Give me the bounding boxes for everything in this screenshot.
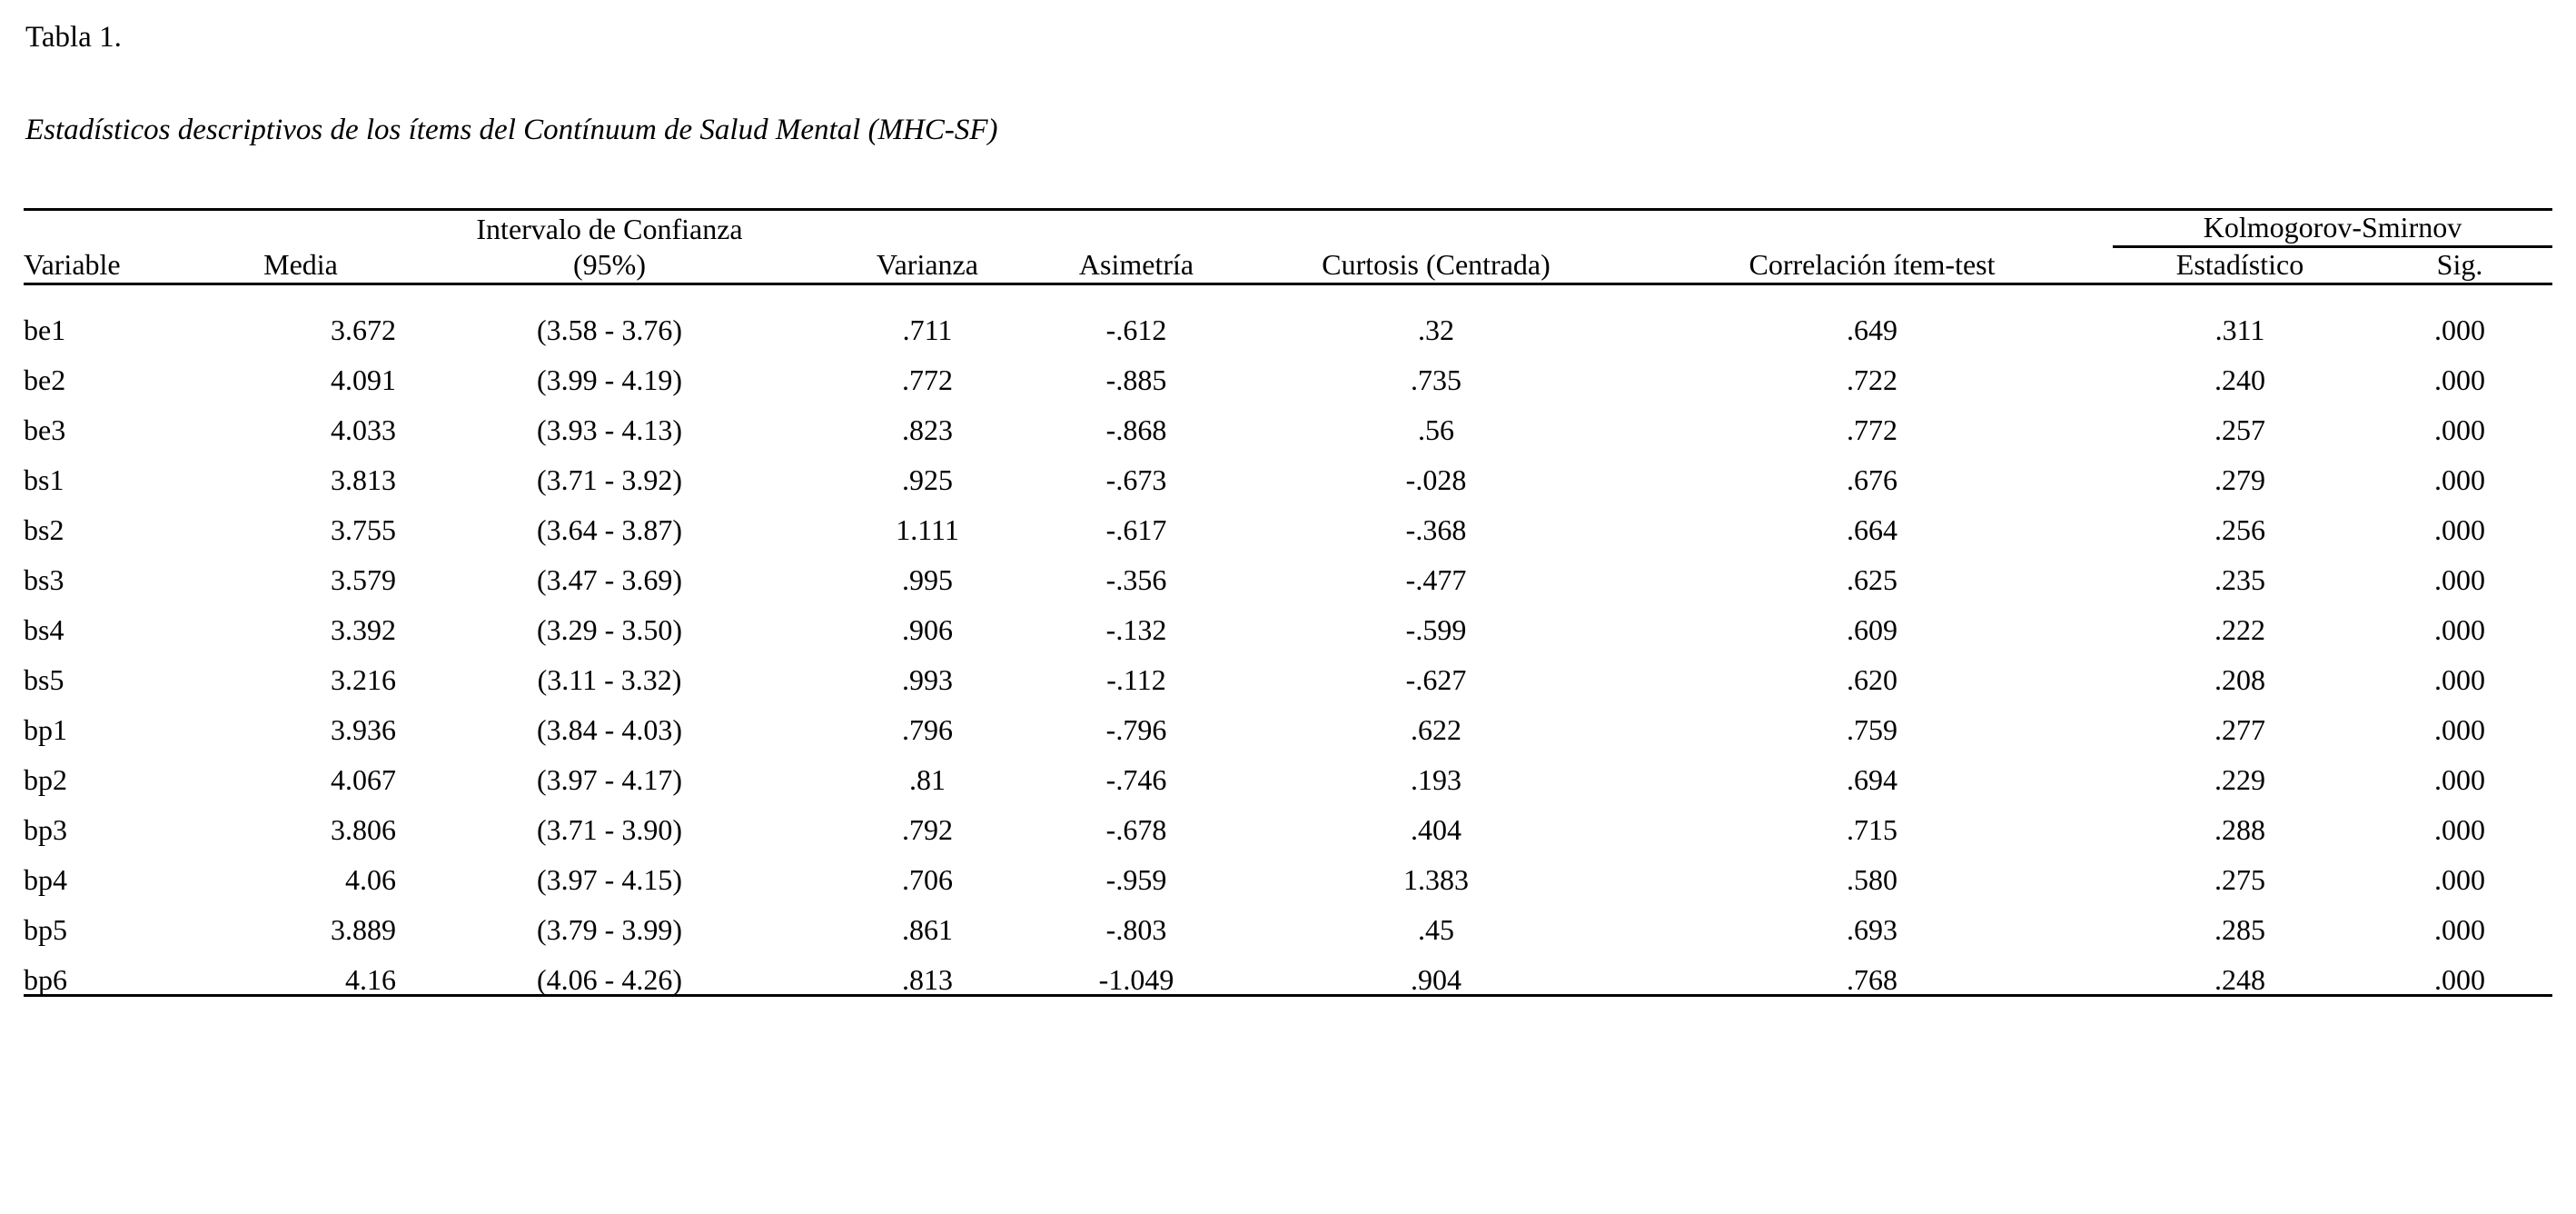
table-row bbox=[24, 394, 2552, 444]
cell-ks-sig: .000 bbox=[2434, 912, 2485, 946]
cell-confidence-interval: (3.11 - 3.32) bbox=[537, 662, 682, 696]
table-body bbox=[24, 284, 2552, 995]
table-header bbox=[24, 210, 2552, 284]
cell-correlacion: .759 bbox=[1847, 712, 1897, 746]
cell-confidence-interval: (3.58 - 3.76) bbox=[537, 313, 682, 346]
cell-varianza: .993 bbox=[902, 662, 953, 696]
cell-ks-sig: .000 bbox=[2434, 562, 2485, 596]
cell-ks-sig: .000 bbox=[2434, 313, 2485, 346]
cell-asimetria: -.132 bbox=[1105, 612, 1167, 646]
cell-ks-sig: .000 bbox=[2367, 944, 2552, 996]
cell-curtosis: .404 bbox=[1411, 812, 1461, 846]
cell-ks-estadistico: .277 bbox=[2214, 712, 2265, 746]
cell-correlacion: .722 bbox=[1847, 363, 1897, 396]
cell-varianza: .906 bbox=[902, 612, 953, 646]
cell-varianza: .711 bbox=[902, 313, 953, 346]
header-kolmogorov-smirnov-group: Kolmogorov-Smirnov bbox=[2113, 210, 2552, 247]
cell-variable: bp5 bbox=[24, 912, 67, 946]
cell-varianza: .792 bbox=[902, 812, 953, 846]
cell-ks-estadistico: .275 bbox=[2214, 862, 2265, 896]
cell-media: 4.091 bbox=[331, 363, 396, 396]
cell-confidence-interval: (3.84 - 4.03) bbox=[537, 712, 682, 746]
header-row-bottom bbox=[24, 246, 2552, 284]
cell-confidence-interval: (3.99 - 4.19) bbox=[537, 363, 682, 396]
cell-ks-estadistico: .240 bbox=[2214, 363, 2265, 396]
header-media: Media bbox=[205, 246, 396, 284]
cell-media: 3.806 bbox=[331, 812, 396, 846]
cell-confidence-interval: (3.97 - 4.17) bbox=[537, 762, 682, 796]
cell-varianza: .706 bbox=[902, 862, 953, 896]
cell-ks-sig: .000 bbox=[2434, 812, 2485, 846]
cell-asimetria: -.868 bbox=[1105, 413, 1167, 446]
cell-media: 4.16 bbox=[205, 944, 396, 996]
table-caption: Estadísticos descriptivos de los ítems del Contínuum de Salud Mental (MHC-SF) bbox=[25, 113, 998, 146]
table-row bbox=[24, 544, 2552, 594]
cell-varianza: .925 bbox=[902, 463, 953, 496]
cell-media: 3.579 bbox=[331, 562, 396, 596]
cell-variable: bp1 bbox=[24, 712, 67, 746]
header-row-top bbox=[24, 210, 2552, 247]
cell-varianza: .813 bbox=[823, 944, 1032, 996]
header-spacer-variable bbox=[24, 210, 205, 247]
cell-media: 3.755 bbox=[331, 512, 396, 546]
cell-confidence-interval: (4.06 - 4.26) bbox=[396, 944, 823, 996]
cell-asimetria: -.612 bbox=[1105, 313, 1167, 346]
statistics-table bbox=[24, 208, 2552, 997]
cell-ks-estadistico: .288 bbox=[2214, 812, 2265, 846]
header-asimetria: Asimetría bbox=[1032, 246, 1241, 284]
cell-correlacion: .625 bbox=[1847, 562, 1897, 596]
cell-ks-estadistico: .248 bbox=[2113, 944, 2367, 996]
cell-ks-estadistico: .257 bbox=[2214, 413, 2265, 446]
table-row bbox=[24, 644, 2552, 694]
statistics-table-container bbox=[24, 208, 2552, 997]
cell-correlacion: .580 bbox=[1847, 862, 1897, 896]
cell-media: 3.392 bbox=[331, 612, 396, 646]
cell-correlacion: .772 bbox=[1847, 413, 1897, 446]
cell-asimetria: -.617 bbox=[1105, 512, 1167, 546]
cell-variable: be1 bbox=[24, 313, 66, 346]
cell-correlacion: .609 bbox=[1847, 612, 1897, 646]
table-row bbox=[24, 794, 2552, 844]
header-ks-estadistico: Estadístico bbox=[2113, 246, 2367, 284]
cell-variable: bp6 bbox=[24, 944, 205, 996]
cell-curtosis: .56 bbox=[1418, 413, 1454, 446]
header-confidence-interval-line2: (95%) bbox=[396, 246, 823, 284]
table-row bbox=[24, 694, 2552, 744]
cell-curtosis: .622 bbox=[1411, 712, 1461, 746]
cell-variable: bs5 bbox=[24, 662, 64, 696]
cell-curtosis: 1.383 bbox=[1403, 862, 1469, 896]
cell-media: 4.067 bbox=[331, 762, 396, 796]
cell-media: 4.06 bbox=[345, 862, 396, 896]
header-spacer-asimetria bbox=[1032, 210, 1241, 247]
cell-correlacion: .693 bbox=[1847, 912, 1897, 946]
cell-ks-estadistico: .256 bbox=[2214, 512, 2265, 546]
table-row bbox=[24, 444, 2552, 494]
cell-variable: bp4 bbox=[24, 862, 67, 896]
cell-curtosis: .904 bbox=[1241, 944, 1631, 996]
cell-curtosis: -.368 bbox=[1405, 512, 1467, 546]
cell-media: 3.813 bbox=[331, 463, 396, 496]
cell-varianza: .823 bbox=[902, 413, 953, 446]
cell-asimetria: -.112 bbox=[1106, 662, 1166, 696]
cell-asimetria: -.746 bbox=[1105, 762, 1167, 796]
table-row bbox=[24, 844, 2552, 894]
cell-varianza: .772 bbox=[902, 363, 953, 396]
cell-ks-estadistico: .208 bbox=[2214, 662, 2265, 696]
cell-variable: bs4 bbox=[24, 612, 64, 646]
table-row bbox=[24, 744, 2552, 794]
cell-confidence-interval: (3.29 - 3.50) bbox=[537, 612, 682, 646]
table-row bbox=[24, 594, 2552, 644]
cell-asimetria: -.959 bbox=[1105, 862, 1167, 896]
cell-confidence-interval: (3.71 - 3.90) bbox=[537, 812, 682, 846]
cell-asimetria: -.803 bbox=[1105, 912, 1167, 946]
cell-ks-sig: .000 bbox=[2434, 762, 2485, 796]
cell-correlacion: .694 bbox=[1847, 762, 1897, 796]
cell-media: 3.672 bbox=[331, 313, 396, 346]
cell-curtosis: -.627 bbox=[1405, 662, 1467, 696]
cell-media: 4.033 bbox=[331, 413, 396, 446]
header-spacer-curtosis bbox=[1241, 210, 1631, 247]
cell-ks-sig: .000 bbox=[2434, 413, 2485, 446]
header-spacer-media bbox=[205, 210, 396, 247]
cell-ks-sig: .000 bbox=[2434, 862, 2485, 896]
header-variable: Variable bbox=[24, 246, 205, 284]
table-row bbox=[24, 944, 2552, 996]
header-curtosis: Curtosis (Centrada) bbox=[1241, 246, 1631, 284]
cell-ks-estadistico: .229 bbox=[2214, 762, 2265, 796]
cell-correlacion: .620 bbox=[1847, 662, 1897, 696]
cell-ks-estadistico: .222 bbox=[2214, 612, 2265, 646]
cell-media: 3.216 bbox=[331, 662, 396, 696]
header-ks-sig: Sig. bbox=[2367, 246, 2552, 284]
cell-ks-estadistico: .311 bbox=[2214, 313, 2265, 346]
cell-confidence-interval: (3.64 - 3.87) bbox=[537, 512, 682, 546]
header-spacer-varianza bbox=[823, 210, 1032, 247]
cell-varianza: .796 bbox=[902, 712, 953, 746]
cell-curtosis: -.477 bbox=[1405, 562, 1467, 596]
cell-correlacion: .768 bbox=[1631, 944, 2113, 996]
cell-variable: bs3 bbox=[24, 562, 64, 596]
cell-curtosis: .735 bbox=[1411, 363, 1461, 396]
cell-ks-estadistico: .279 bbox=[2214, 463, 2265, 496]
cell-asimetria: -.796 bbox=[1105, 712, 1167, 746]
cell-varianza: .861 bbox=[902, 912, 953, 946]
cell-curtosis: -.599 bbox=[1405, 612, 1467, 646]
cell-curtosis: .45 bbox=[1418, 912, 1454, 946]
cell-asimetria: -.673 bbox=[1105, 463, 1167, 496]
cell-confidence-interval: (3.79 - 3.99) bbox=[537, 912, 682, 946]
cell-ks-estadistico: .235 bbox=[2214, 562, 2265, 596]
cell-media: 3.936 bbox=[331, 712, 396, 746]
cell-varianza: .995 bbox=[902, 562, 953, 596]
cell-correlacion: .676 bbox=[1847, 463, 1897, 496]
cell-confidence-interval: (3.93 - 4.13) bbox=[537, 413, 682, 446]
cell-asimetria: -.885 bbox=[1105, 363, 1167, 396]
cell-asimetria: -1.049 bbox=[1032, 944, 1241, 996]
header-correlacion-item-test: Correlación ítem-test bbox=[1631, 246, 2113, 284]
cell-variable: be3 bbox=[24, 413, 66, 446]
cell-variable: bp3 bbox=[24, 812, 67, 846]
cell-correlacion: .649 bbox=[1847, 313, 1897, 346]
table-row bbox=[24, 894, 2552, 944]
cell-variable: bs1 bbox=[24, 463, 64, 496]
cell-curtosis: .32 bbox=[1418, 313, 1454, 346]
cell-correlacion: .664 bbox=[1847, 512, 1897, 546]
cell-media: 3.889 bbox=[331, 912, 396, 946]
cell-ks-sig: .000 bbox=[2434, 612, 2485, 646]
cell-variable: bp2 bbox=[24, 762, 67, 796]
cell-curtosis: -.028 bbox=[1405, 463, 1467, 496]
cell-correlacion: .715 bbox=[1847, 812, 1897, 846]
cell-ks-sig: .000 bbox=[2434, 463, 2485, 496]
header-varianza: Varianza bbox=[823, 246, 1032, 284]
cell-asimetria: -.356 bbox=[1105, 562, 1167, 596]
cell-confidence-interval: (3.71 - 3.92) bbox=[537, 463, 682, 496]
cell-curtosis: .193 bbox=[1411, 762, 1461, 796]
cell-asimetria: -.678 bbox=[1105, 812, 1167, 846]
cell-ks-sig: .000 bbox=[2434, 712, 2485, 746]
cell-ks-sig: .000 bbox=[2434, 363, 2485, 396]
header-confidence-interval-line1: Intervalo de Confianza bbox=[396, 210, 823, 247]
cell-ks-sig: .000 bbox=[2434, 662, 2485, 696]
table-row bbox=[24, 284, 2552, 344]
cell-confidence-interval: (3.47 - 3.69) bbox=[537, 562, 682, 596]
cell-varianza: 1.111 bbox=[896, 512, 959, 546]
cell-ks-sig: .000 bbox=[2434, 512, 2485, 546]
cell-ks-estadistico: .285 bbox=[2214, 912, 2265, 946]
cell-variable: be2 bbox=[24, 363, 66, 396]
cell-variable: bs2 bbox=[24, 512, 64, 546]
header-spacer-correlacion bbox=[1631, 210, 2113, 247]
table-number: Tabla 1. bbox=[25, 21, 122, 54]
table-row bbox=[24, 494, 2552, 544]
table-row bbox=[24, 344, 2552, 394]
cell-confidence-interval: (3.97 - 4.15) bbox=[537, 862, 682, 896]
cell-varianza: .81 bbox=[909, 762, 946, 796]
